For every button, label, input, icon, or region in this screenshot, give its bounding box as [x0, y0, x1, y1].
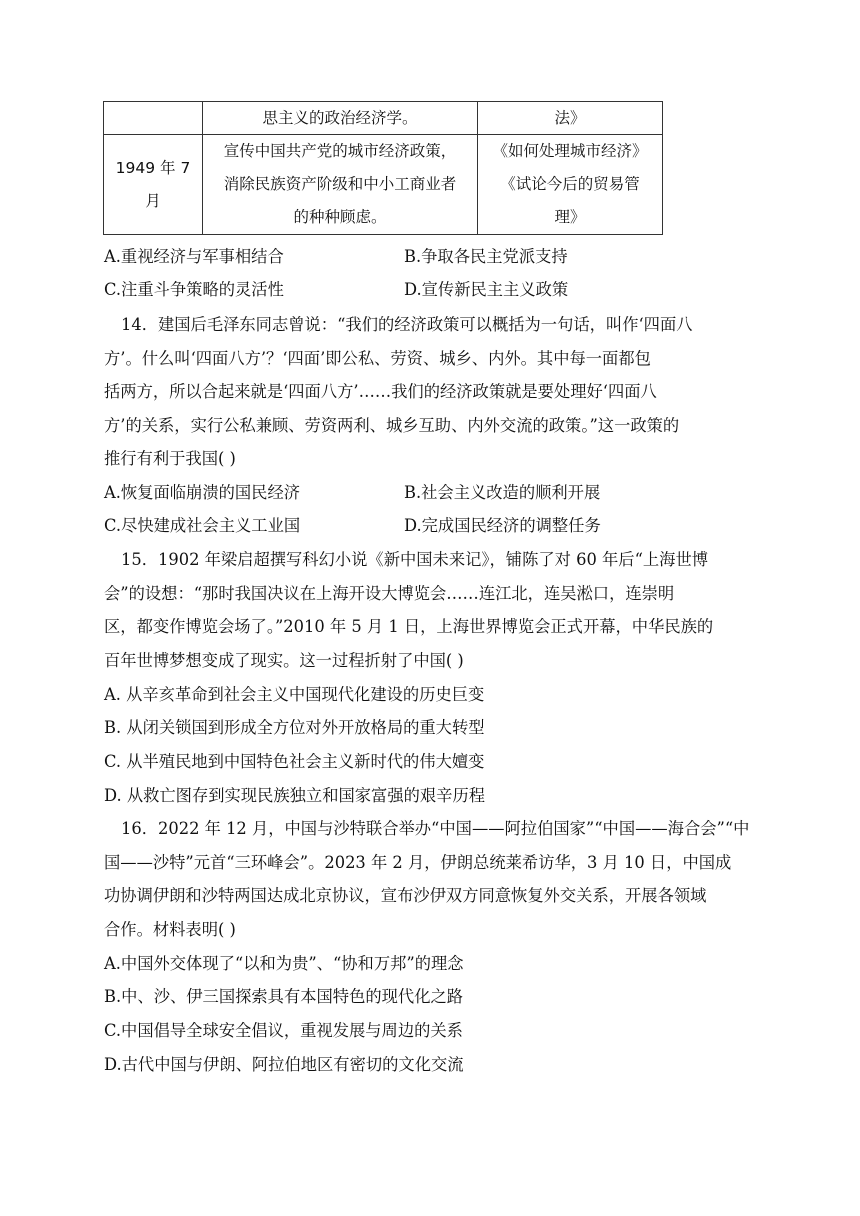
- table-row: [104, 102, 663, 135]
- q14-stem-line: 14．建国后毛泽东同志曾说：“我们的经济政策可以概括为一句话，叫作‘四面八: [121, 315, 693, 334]
- q15-option-a[interactable]: A. 从辛亥革命到社会主义中国现代化建设的历史巨变: [104, 685, 485, 704]
- q15-stem-line: 15．1902 年梁启超撰写科幻小说《新中国未来记》，铺陈了对 60 年后“上海世博: [121, 550, 709, 569]
- q14-stem-line: 括两方，所以合起来就是‘四面八方’……我们的经济政策就是要处理好‘四面八: [104, 382, 657, 401]
- cell-line: 《试论今后的贸易管: [500, 175, 640, 193]
- q14-option-d[interactable]: D.完成国民经济的调整任务: [404, 516, 601, 535]
- q13-option-b[interactable]: B.争取各民主党派支持: [404, 247, 568, 266]
- table-cell-works: 法》: [478, 102, 663, 135]
- q16-stem-line: 国——沙特”元首“三环峰会”。2023 年 2 月，伊朗总统莱希访华，3 月 10 日，中国成: [104, 853, 732, 872]
- table-cell-works: [478, 135, 663, 235]
- q14-option-b[interactable]: B.社会主义改造的顺利开展: [404, 483, 601, 502]
- q16-stem-line: 功协调伊朗和沙特两国达成北京协议，宣布沙伊双方同意恢复外交关系，开展各领域: [104, 886, 707, 905]
- q15-stem-line: 会”的设想：“那时我国决议在上海开设大博览会……连江北，连吴淞口，连崇明: [104, 584, 675, 603]
- q13-option-a[interactable]: A.重视经济与军事相结合: [104, 247, 284, 266]
- table-cell-date: 1949 年 7 月: [104, 135, 203, 235]
- policy-table: [103, 101, 663, 235]
- q16-stem-line: 16．2022 年 12 月，中国与沙特联合举办“中国——阿拉伯国家”“中国——海合会”“中: [121, 819, 750, 838]
- table-cell-content: 思主义的政治经济学。: [203, 102, 478, 135]
- q16-option-a[interactable]: A.中国外交体现了“以和为贵”、“协和万邦”的理念: [104, 954, 464, 973]
- q16-option-d[interactable]: D.古代中国与伊朗、阿拉伯地区有密切的文化交流: [104, 1055, 464, 1074]
- q14-stem-line: 方’。什么叫‘四面八方’？‘四面’即公私、劳资、城乡、内外。其中每一面都包: [104, 349, 651, 368]
- q15-option-b[interactable]: B. 从闭关锁国到形成全方位对外开放格局的重大转型: [104, 718, 485, 737]
- cell-line: 《如何处理城市经济》: [492, 142, 648, 160]
- cell-line: 的种种顾虑。: [293, 208, 387, 226]
- cell-line: 消除民族资产阶级和中小工商业者: [223, 175, 457, 193]
- q14-stem-line: 推行有利于我国( ): [104, 449, 236, 468]
- cell-line: 理》: [554, 208, 586, 226]
- q16-option-c[interactable]: C.中国倡导全球安全倡议，重视发展与周边的关系: [104, 1021, 463, 1040]
- q13-option-d[interactable]: D.宣传新民主主义政策: [404, 280, 569, 299]
- q14-option-c[interactable]: C.尽快建成社会主义工业国: [104, 516, 301, 535]
- table-cell-content: [203, 135, 478, 235]
- q15-option-c[interactable]: C. 从半殖民地到中国特色社会主义新时代的伟大嬗变: [104, 752, 485, 771]
- q15-option-d[interactable]: D. 从救亡图存到实现民族独立和国家富强的艰辛历程: [104, 786, 486, 805]
- q16-option-b[interactable]: B.中、沙、伊三国探索具有本国特色的现代化之路: [104, 987, 464, 1006]
- q14-option-a[interactable]: A.恢复面临崩溃的国民经济: [104, 483, 301, 502]
- q14-stem-line: 方’的关系，实行公私兼顾、劳资两利、城乡互助、内外交流的政策。”这一政策的: [104, 416, 680, 435]
- table-cell-date: [104, 102, 203, 135]
- q16-stem-line: 合作。材料表明( ): [104, 920, 236, 939]
- table-row: [104, 135, 663, 235]
- q15-stem-line: 区，都变作博览会场了。”2010 年 5 月 1 日，上海世界博览会正式开幕，中华民族的: [104, 617, 714, 636]
- q15-stem-line: 百年世博梦想变成了现实。这一过程折射了中国( ): [104, 651, 464, 670]
- q13-option-c[interactable]: C.注重斗争策略的灵活性: [104, 280, 284, 299]
- cell-line: 宣传中国共产党的城市经济政策，: [223, 142, 457, 160]
